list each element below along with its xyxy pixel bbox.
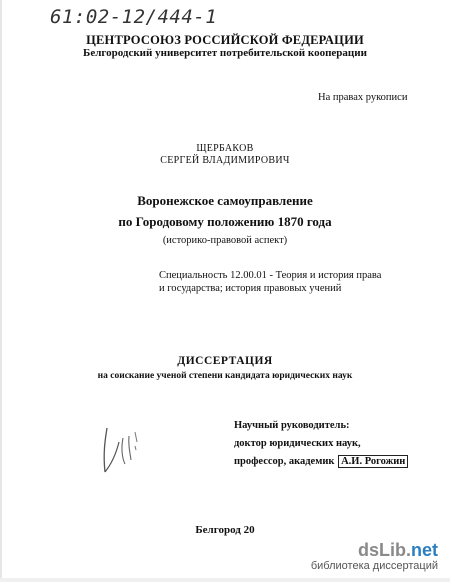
supervisor-title — [234, 455, 408, 468]
thesis-subtitle: (историко-правовой аспект) — [162, 235, 288, 246]
watermark-logo — [358, 540, 438, 561]
archive-stamp: 61:02-12/444-1 — [50, 6, 218, 28]
city-year: Белгород 20 — [195, 524, 255, 536]
manuscript-rights: На правах рукописи — [318, 92, 408, 103]
supervisor-rank: профессор, академик — [234, 456, 335, 467]
watermark-logo-accent: net — [411, 540, 438, 560]
watermark-subtitle: библиотека диссертаций — [310, 560, 438, 572]
degree-statement: на соискание ученой степени кандидата юридических наук — [97, 371, 353, 381]
supervisor-degree: доктор юридических наук, — [234, 438, 361, 449]
supervisor-name: А.И. Рогожин — [338, 455, 408, 468]
scan-edge — [0, 0, 2, 582]
thesis-title-line-2: по Городовому положению 1870 года — [118, 214, 332, 229]
scan-edge-bottom — [0, 578, 450, 582]
university-name: Белгородский университет потребительской кооперации — [83, 47, 367, 59]
organization-name: ЦЕНТРОСОЮЗ РОССИЙСКОЙ ФЕДЕРАЦИИ — [86, 33, 364, 47]
supervisor-label: Научный руководитель: — [234, 420, 350, 431]
specialty-line-1: Специальность 12.00.01 - Теория и история права — [159, 270, 382, 281]
specialty-line-2: и государства; история правовых учений — [159, 283, 342, 294]
author-first-name: СЕРГЕЙ ВЛАДИМИРОВИЧ — [160, 155, 290, 166]
handwritten-signature — [95, 420, 155, 480]
thesis-title-line-1: Воронежское самоуправление — [137, 193, 313, 208]
dissertation-heading: ДИССЕРТАЦИЯ — [177, 355, 273, 367]
author-last-name: ЩЕРБАКОВ — [196, 143, 254, 154]
watermark-logo-main: dsLib. — [358, 540, 411, 560]
